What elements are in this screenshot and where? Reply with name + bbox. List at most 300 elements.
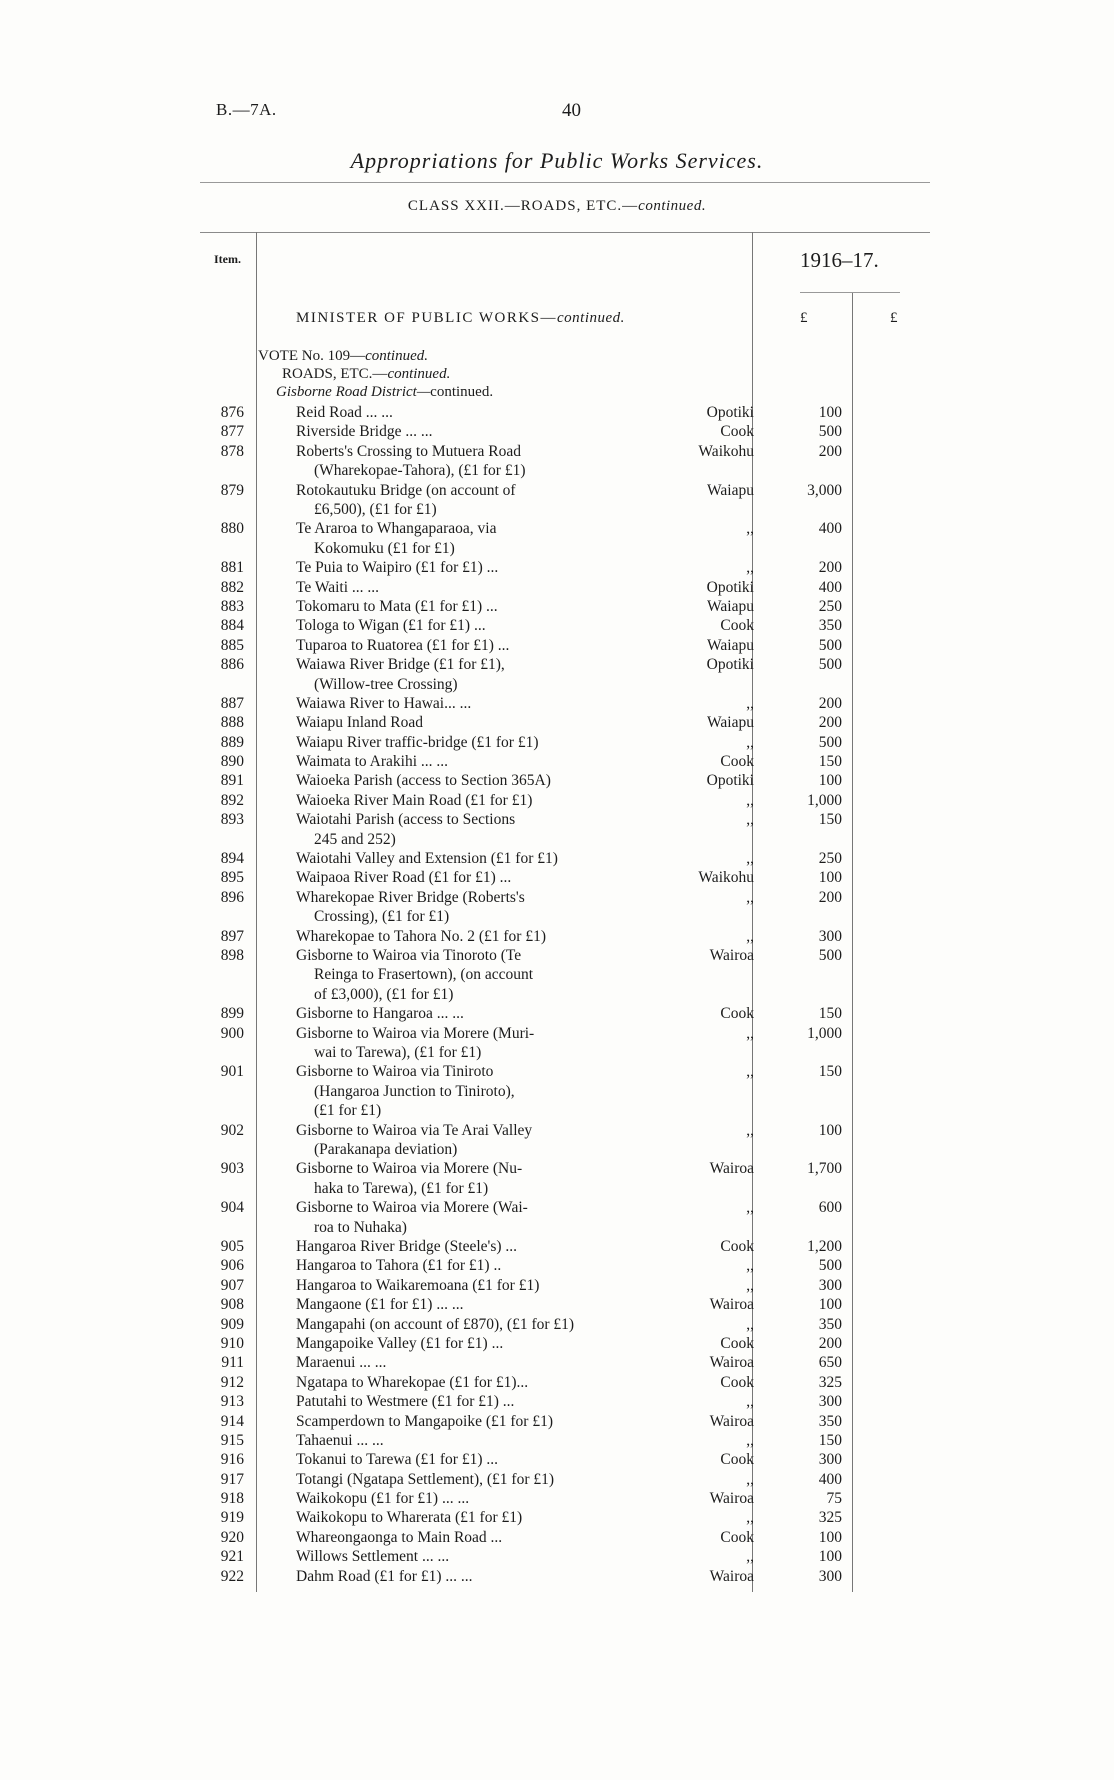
description-line: Gisborne to Wairoa via Morere (Wai- [296, 1199, 528, 1217]
item-number: 900 [220, 1024, 244, 1042]
county-name: ,, [746, 811, 754, 829]
description-line: Rotokautuku Bridge (on account of [296, 481, 516, 499]
table-row [0, 1392, 1114, 1411]
item-number: 881 [220, 559, 244, 577]
item-description [296, 1334, 644, 1353]
item-description [296, 616, 644, 635]
item-number: 882 [220, 578, 244, 596]
item-description [296, 1004, 644, 1023]
county-name: ,, [746, 1393, 754, 1411]
table-row [0, 1470, 1114, 1489]
amount-value: 300 [818, 1276, 842, 1294]
county-name: Waikohu [698, 442, 754, 460]
description-line: Waipaoa River Road (£1 for £1) ... [296, 869, 512, 887]
county-name: Cook [720, 1005, 754, 1023]
item-description [296, 1412, 644, 1431]
description-line: Waiawa River to Hawai... ... [296, 694, 472, 712]
item-description [296, 1159, 644, 1198]
class-heading-label: CLASS XXII.—ROADS, ETC.— [407, 198, 639, 214]
county-name: Wairoa [709, 1490, 754, 1508]
table-row [0, 1198, 1114, 1237]
description-line: (Willow-tree Crossing) [314, 675, 458, 693]
item-number: 883 [220, 597, 244, 615]
amount-value: 300 [818, 1451, 842, 1469]
amount-value: 1,200 [807, 1237, 842, 1255]
amount-value: 3,000 [807, 481, 842, 499]
amount-value: 100 [818, 1296, 842, 1314]
item-description [296, 636, 644, 655]
table-row [0, 636, 1114, 655]
pound-symbol-column-2: £ [890, 310, 898, 326]
amount-value: 400 [818, 578, 842, 596]
minister-label: MINISTER OF PUBLIC WORKS— [296, 310, 557, 326]
item-number: 891 [220, 772, 244, 790]
county-name: ,, [746, 733, 754, 751]
amount-value: 400 [818, 1470, 842, 1488]
table-row [0, 1062, 1114, 1120]
description-line: £6,500), (£1 for £1) [314, 500, 437, 518]
description-line: Wharekopae to Tahora No. 2 (£1 for £1) [296, 927, 546, 945]
page-number: 40 [562, 100, 581, 121]
county-name: Waiapu [707, 481, 754, 499]
item-number: 898 [220, 947, 244, 965]
county-name: Waiapu [707, 636, 754, 654]
item-description [296, 1315, 644, 1334]
description-line: Ngatapa to Wharekopae (£1 for £1)... [296, 1373, 529, 1391]
item-description [296, 422, 644, 441]
item-description [296, 481, 644, 520]
county-name: ,, [746, 694, 754, 712]
vote-heading [258, 348, 428, 365]
table-row [0, 1159, 1114, 1198]
item-number: 921 [220, 1548, 244, 1566]
document-reference: B.—7A. [216, 100, 277, 119]
amount-value: 1,000 [807, 1024, 842, 1042]
amount-value: 200 [818, 559, 842, 577]
table-row [0, 616, 1114, 635]
item-number: 911 [221, 1354, 244, 1372]
amount-value: 250 [818, 597, 842, 615]
table-row [0, 713, 1114, 732]
amount-value: 150 [818, 1063, 842, 1081]
description-line: Gisborne to Wairoa via Te Arai Valley [296, 1121, 533, 1139]
table-row [0, 481, 1114, 520]
description-line: Waioeka River Main Road (£1 for £1) [296, 791, 533, 809]
item-description [296, 694, 644, 713]
county-name: ,, [746, 927, 754, 945]
table-row [0, 558, 1114, 577]
county-name: Cook [720, 1237, 754, 1255]
amount-value: 650 [818, 1354, 842, 1372]
county-name: ,, [746, 1276, 754, 1294]
table-row [0, 422, 1114, 441]
item-description [296, 519, 644, 558]
table-row [0, 771, 1114, 790]
item-description [296, 1373, 644, 1392]
table-row [0, 597, 1114, 616]
item-description [296, 713, 644, 732]
description-line: Whareongaonga to Main Road ... [296, 1528, 503, 1546]
description-line: Mangapahi (on account of £870), (£1 for £1) [296, 1315, 575, 1333]
description-line: Gisborne to Wairoa via Tiniroto [296, 1063, 494, 1081]
item-description [296, 849, 644, 868]
description-line: (Hangaroa Junction to Tiniroto), [314, 1082, 515, 1100]
description-line: Te Waiti ... ... [296, 578, 380, 596]
item-description [296, 597, 644, 616]
amount-value: 250 [818, 850, 842, 868]
item-number: 916 [220, 1451, 244, 1469]
table-row [0, 694, 1114, 713]
table-row [0, 1353, 1114, 1372]
description-line: 245 and 252) [314, 830, 396, 848]
item-description [296, 1024, 644, 1063]
description-line: Gisborne to Wairoa via Morere (Muri- [296, 1024, 535, 1042]
item-description [296, 1547, 644, 1566]
county-name: ,, [746, 1315, 754, 1333]
item-description [296, 1567, 644, 1586]
vote-sub-label: ROADS, ETC.— [282, 366, 388, 382]
year-header-rule [800, 292, 900, 293]
amount-value: 100 [818, 1121, 842, 1139]
amount-value: 300 [818, 927, 842, 945]
class-heading-suffix: continued. [638, 198, 707, 214]
item-number: 910 [220, 1334, 244, 1352]
item-description [296, 1489, 644, 1508]
table-row [0, 927, 1114, 946]
table-row [0, 888, 1114, 927]
item-number: 919 [220, 1509, 244, 1527]
item-number: 895 [220, 869, 244, 887]
vote-sub-suffix: continued. [387, 366, 451, 382]
amount-value: 100 [818, 869, 842, 887]
description-line: Hangaroa River Bridge (Steele's) ... [296, 1237, 518, 1255]
county-name: Opotiki [706, 772, 754, 790]
description-line: Totangi (Ngatapa Settlement), (£1 for £1) [296, 1470, 555, 1488]
description-line: Dahm Road (£1 for £1) ... ... [296, 1567, 473, 1585]
amount-value: 75 [826, 1490, 842, 1508]
county-name: ,, [746, 1509, 754, 1527]
description-line: Waiotahi Parish (access to Sections [296, 811, 516, 829]
description-line: Waiotahi Valley and Extension (£1 for £1) [296, 850, 558, 868]
table-row [0, 1567, 1114, 1586]
item-number: 903 [220, 1160, 244, 1178]
item-description [296, 771, 644, 790]
table-row [0, 1528, 1114, 1547]
item-number: 907 [220, 1276, 244, 1294]
item-description [296, 927, 644, 946]
county-name: Cook [720, 1528, 754, 1546]
county-name: Waiapu [707, 714, 754, 732]
description-line: Riverside Bridge ... ... [296, 423, 433, 441]
description-line: Willows Settlement ... ... [296, 1548, 450, 1566]
county-name: ,, [746, 1121, 754, 1139]
amount-value: 350 [818, 1412, 842, 1430]
county-name: ,, [746, 1199, 754, 1217]
description-line: Hangaroa to Waikaremoana (£1 for £1) [296, 1276, 540, 1294]
item-description [296, 1470, 644, 1489]
amount-value: 200 [818, 1334, 842, 1352]
description-line: Mangapoike Valley (£1 for £1) ... [296, 1334, 504, 1352]
table-row [0, 810, 1114, 849]
item-number: 893 [220, 811, 244, 829]
item-description [296, 791, 644, 810]
county-name: Opotiki [706, 656, 754, 674]
table-row [0, 1412, 1114, 1431]
item-number: 878 [220, 442, 244, 460]
description-line: Waikokopu to Wharerata (£1 for £1) [296, 1509, 523, 1527]
table-row [0, 1256, 1114, 1275]
amount-value: 325 [818, 1509, 842, 1527]
description-line: Gisborne to Wairoa via Morere (Nu- [296, 1160, 523, 1178]
description-line: Waiapu Inland Road [296, 714, 424, 732]
table-row [0, 1547, 1114, 1566]
item-number: 909 [220, 1315, 244, 1333]
amount-value: 200 [818, 442, 842, 460]
amount-value: 100 [818, 1528, 842, 1546]
amount-value: 100 [818, 404, 842, 421]
item-description [296, 810, 644, 849]
table-row [0, 1450, 1114, 1469]
amount-value: 325 [818, 1373, 842, 1391]
minister-suffix: continued. [557, 310, 625, 326]
item-number: 902 [220, 1121, 244, 1139]
table-row [0, 1508, 1114, 1527]
description-line: Waiawa River Bridge (£1 for £1), [296, 656, 505, 674]
county-name: ,, [746, 888, 754, 906]
county-name: Cook [720, 423, 754, 441]
description-line: Tahaenui ... ... [296, 1431, 384, 1449]
county-name: Opotiki [706, 404, 754, 421]
county-name: ,, [746, 1431, 754, 1449]
table-row [0, 1489, 1114, 1508]
description-line: (Wharekopae-Tahora), (£1 for £1) [314, 462, 526, 480]
item-description [296, 733, 644, 752]
county-name: Wairoa [709, 1354, 754, 1372]
vote-label: VOTE No. 109— [258, 348, 366, 364]
table-row [0, 1121, 1114, 1160]
item-number: 899 [220, 1005, 244, 1023]
item-description [296, 1508, 644, 1527]
table-row [0, 1431, 1114, 1450]
item-number: 889 [220, 733, 244, 751]
county-name: Cook [720, 1334, 754, 1352]
description-line: wai to Tarewa), (£1 for £1) [314, 1044, 482, 1062]
description-line: of £3,000), (£1 for £1) [314, 985, 454, 1003]
table-row [0, 578, 1114, 597]
item-description [296, 1256, 644, 1275]
item-number: 914 [220, 1412, 244, 1430]
item-number: 892 [220, 791, 244, 809]
county-name: ,, [746, 1063, 754, 1081]
county-name: Opotiki [706, 578, 754, 596]
description-line: Hangaroa to Tahora (£1 for £1) .. [296, 1257, 502, 1275]
description-line: Mangaone (£1 for £1) ... ... [296, 1296, 464, 1314]
description-line: Wharekopae River Bridge (Roberts's [296, 888, 525, 906]
item-description [296, 1528, 644, 1547]
item-number: 887 [220, 694, 244, 712]
item-description [296, 1198, 644, 1237]
district-suffix: continued. [430, 384, 494, 400]
amount-value: 200 [818, 694, 842, 712]
description-line: Waiapu River traffic-bridge (£1 for £1) [296, 733, 539, 751]
item-number: 908 [220, 1296, 244, 1314]
item-number: 877 [220, 423, 244, 441]
description-line: Waioeka Parish (access to Section 365A) [296, 772, 551, 790]
description-line: Patutahi to Westmere (£1 for £1) ... [296, 1393, 515, 1411]
county-name: ,, [746, 1257, 754, 1275]
table-row [0, 403, 1114, 422]
amount-value: 200 [818, 714, 842, 732]
amount-value: 500 [818, 1257, 842, 1275]
description-line: Tokanui to Tarewa (£1 for £1) ... [296, 1451, 498, 1469]
class-heading [0, 198, 1114, 215]
item-description [296, 1121, 644, 1160]
amount-value: 500 [818, 947, 842, 965]
description-line: Waikokopu (£1 for £1) ... ... [296, 1490, 470, 1508]
amount-value: 1,700 [807, 1160, 842, 1178]
year-column-header: 1916–17. [800, 248, 879, 272]
item-number: 922 [220, 1567, 244, 1585]
description-line: Tologa to Wigan (£1 for £1) ... [296, 617, 486, 635]
item-description [296, 1431, 644, 1450]
table-row [0, 849, 1114, 868]
amount-value: 200 [818, 888, 842, 906]
amount-value: 350 [818, 1315, 842, 1333]
amount-value: 500 [818, 636, 842, 654]
item-number: 906 [220, 1257, 244, 1275]
amount-value: 500 [818, 423, 842, 441]
description-line: Tuparoa to Ruatorea (£1 for £1) ... [296, 636, 510, 654]
item-description [296, 1276, 644, 1295]
item-number: 884 [220, 617, 244, 635]
county-name: Waiapu [707, 597, 754, 615]
county-name: Wairoa [709, 947, 754, 965]
county-name: Wairoa [709, 1412, 754, 1430]
minister-heading [296, 310, 625, 327]
item-description [296, 888, 644, 927]
item-number: 912 [220, 1373, 244, 1391]
table-row [0, 655, 1114, 694]
county-name: ,, [746, 1548, 754, 1566]
item-description [296, 1062, 644, 1120]
description-line: Crossing), (£1 for £1) [314, 908, 450, 926]
description-line: Maraenui ... ... [296, 1354, 387, 1372]
item-number: 918 [220, 1490, 244, 1508]
description-line: Tokomaru to Mata (£1 for £1) ... [296, 597, 498, 615]
table-row [0, 868, 1114, 887]
amount-value: 1,000 [807, 791, 842, 809]
item-description [296, 1450, 644, 1469]
county-name: ,, [746, 520, 754, 538]
description-line: (£1 for £1) [314, 1102, 382, 1120]
table-row [0, 1004, 1114, 1023]
amount-value: 600 [818, 1199, 842, 1217]
description-line: Roberts's Crossing to Mutuera Road [296, 442, 521, 460]
amount-value: 150 [818, 1431, 842, 1449]
table-top-rule [200, 232, 930, 233]
county-name: Waikohu [698, 869, 754, 887]
county-name: ,, [746, 791, 754, 809]
description-line: Reid Road ... ... [296, 404, 393, 421]
table-row [0, 791, 1114, 810]
item-number: 897 [220, 927, 244, 945]
appropriations-table [0, 403, 1114, 1586]
amount-value: 150 [818, 1005, 842, 1023]
item-number: 886 [220, 656, 244, 674]
description-line: Reinga to Frasertown), (on account [314, 966, 534, 984]
county-name: Cook [720, 617, 754, 635]
table-row [0, 1373, 1114, 1392]
county-name: ,, [746, 1470, 754, 1488]
title-divider [200, 182, 930, 183]
description-line: (Parakanapa deviation) [314, 1141, 458, 1158]
amount-value: 500 [818, 656, 842, 674]
item-number: 888 [220, 714, 244, 732]
item-description [296, 655, 644, 694]
district-label: Gisborne Road District— [276, 384, 431, 400]
item-number: 885 [220, 636, 244, 654]
item-description [296, 403, 644, 422]
item-description [296, 578, 644, 597]
amount-value: 100 [818, 1548, 842, 1566]
item-number: 880 [220, 520, 244, 538]
table-row [0, 733, 1114, 752]
item-description [296, 1295, 644, 1314]
item-description [296, 1353, 644, 1372]
description-line: Waimata to Arakihi ... ... [296, 753, 448, 771]
county-name: Wairoa [709, 1160, 754, 1178]
description-line: roa to Nuhaka) [314, 1218, 407, 1236]
amount-value: 350 [818, 617, 842, 635]
item-number: 913 [220, 1393, 244, 1411]
item-description [296, 558, 644, 577]
item-description [296, 1237, 644, 1256]
item-number: 920 [220, 1528, 244, 1546]
item-number: 915 [220, 1431, 244, 1449]
amount-value: 300 [818, 1567, 842, 1585]
item-number: 904 [220, 1199, 244, 1217]
county-name: ,, [746, 850, 754, 868]
description-line: Te Puia to Waipiro (£1 for £1) ... [296, 559, 499, 577]
amount-value: 400 [818, 520, 842, 538]
item-description [296, 442, 644, 481]
item-number: 901 [220, 1063, 244, 1081]
amount-value: 150 [818, 753, 842, 771]
vote-subheading [282, 366, 450, 383]
amount-value: 500 [818, 733, 842, 751]
item-description [296, 1392, 644, 1411]
amount-value: 100 [818, 772, 842, 790]
item-description [296, 868, 644, 887]
page-title: Appropriations for Public Works Services. [350, 148, 764, 173]
table-row [0, 1237, 1114, 1256]
table-row [0, 1024, 1114, 1063]
description-line: Gisborne to Wairoa via Tinoroto (Te [296, 947, 522, 965]
table-row [0, 442, 1114, 481]
vote-suffix: continued. [365, 348, 428, 364]
description-line: Gisborne to Hangaroa ... ... [296, 1005, 464, 1023]
item-number: 890 [220, 753, 244, 771]
table-row [0, 1295, 1114, 1314]
table-row [0, 752, 1114, 771]
item-number: 879 [220, 481, 244, 499]
description-line: Kokomuku (£1 for £1) [314, 539, 455, 557]
pound-symbol-column-1: £ [800, 310, 808, 326]
table-row [0, 946, 1114, 1004]
table-row [0, 1276, 1114, 1295]
county-name: Cook [720, 753, 754, 771]
county-name: Wairoa [709, 1296, 754, 1314]
